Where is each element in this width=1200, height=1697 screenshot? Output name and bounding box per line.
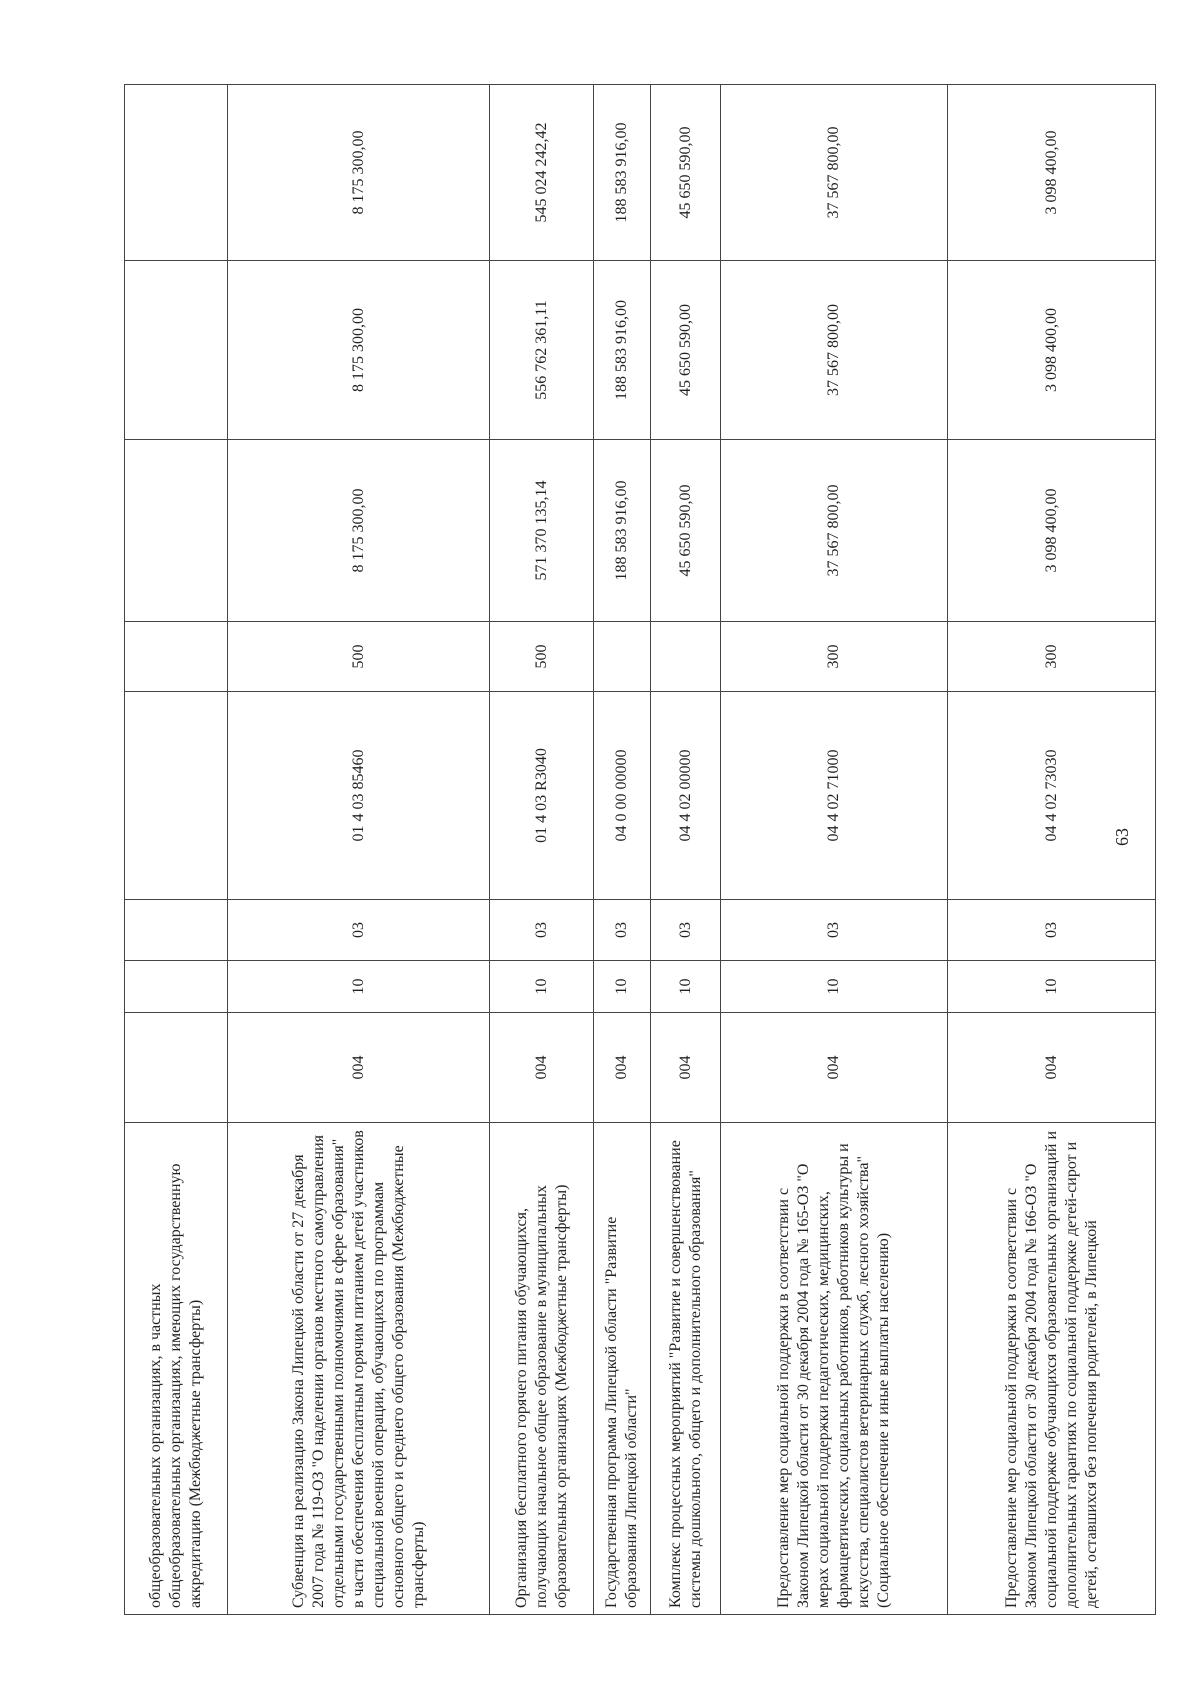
page-number: 63 <box>1112 828 1132 846</box>
row-description: Государственная программа Липецкой области "Развитие образования Липецкой области" <box>594 1123 651 1615</box>
expense-type <box>594 622 651 692</box>
amount-year3: 545 024 242,42 <box>490 85 594 261</box>
amount-year3: 188 583 916,00 <box>594 85 651 261</box>
table-row <box>125 85 228 1615</box>
row-description: Субвенция на реализацию Закона Липецкой области от 27 декабря 2007 года № 119-ОЗ "О наделении органов местного самоуправления отдельными государственными полномочиями в сфере образования" в части обеспечения бесплатным горячим питанием детей участников специальной военной операции, обучающихся по программам основного общего и среднего общего образования (Межбюджетные трансферты) <box>228 1123 490 1615</box>
subsection-code: 03 <box>651 900 721 961</box>
table-row <box>490 85 594 1615</box>
target-article <box>125 692 228 900</box>
table-row <box>228 85 490 1615</box>
target-article: 04 4 02 00000 <box>651 692 721 900</box>
section-code <box>125 961 228 1013</box>
amount-year2: 8 175 300,00 <box>228 261 490 440</box>
section-code: 10 <box>490 961 594 1013</box>
admin-code: 004 <box>948 1013 1156 1123</box>
admin-code: 004 <box>594 1013 651 1123</box>
table-row <box>721 85 948 1615</box>
section-code: 10 <box>948 961 1156 1013</box>
target-article: 01 4 03 R3040 <box>490 692 594 900</box>
subsection-code: 03 <box>490 900 594 961</box>
amount-year2: 45 650 590,00 <box>651 261 721 440</box>
section-code: 10 <box>594 961 651 1013</box>
section-code: 10 <box>228 961 490 1013</box>
amount-year3: 3 098 400,00 <box>948 85 1156 261</box>
admin-code <box>125 1013 228 1123</box>
expense-type: 500 <box>490 622 594 692</box>
expense-type: 300 <box>721 622 948 692</box>
budget-table <box>124 84 1156 1615</box>
target-article: 04 0 00 00000 <box>594 692 651 900</box>
section-code: 10 <box>651 961 721 1013</box>
table-row <box>594 85 651 1615</box>
expense-type <box>125 622 228 692</box>
amount-year1: 188 583 916,00 <box>594 440 651 622</box>
table-row <box>651 85 721 1615</box>
amount-year3 <box>125 85 228 261</box>
target-article: 01 4 03 85460 <box>228 692 490 900</box>
expense-type: 300 <box>948 622 1156 692</box>
subsection-code <box>125 900 228 961</box>
admin-code: 004 <box>721 1013 948 1123</box>
table-row <box>948 85 1156 1615</box>
subsection-code: 03 <box>228 900 490 961</box>
target-article: 04 4 02 73030 <box>948 692 1156 900</box>
subsection-code: 03 <box>721 900 948 961</box>
amount-year2: 37 567 800,00 <box>721 261 948 440</box>
admin-code: 004 <box>490 1013 594 1123</box>
amount-year3: 8 175 300,00 <box>228 85 490 261</box>
amount-year2 <box>125 261 228 440</box>
amount-year1: 37 567 800,00 <box>721 440 948 622</box>
expense-type <box>651 622 721 692</box>
admin-code: 004 <box>228 1013 490 1123</box>
amount-year1: 3 098 400,00 <box>948 440 1156 622</box>
amount-year2: 3 098 400,00 <box>948 261 1156 440</box>
amount-year3: 37 567 800,00 <box>721 85 948 261</box>
row-description: общеобразовательных организациях, в частных общеобразовательных организациях, имеющих государственную аккредитацию (Межбюджетные трансферты) <box>125 1123 228 1615</box>
expense-type: 500 <box>228 622 490 692</box>
amount-year3: 45 650 590,00 <box>651 85 721 261</box>
amount-year1: 571 370 135,14 <box>490 440 594 622</box>
amount-year1: 45 650 590,00 <box>651 440 721 622</box>
row-description: Предоставление мер социальной поддержки в соответствии с Законом Липецкой области от 30 декабря 2004 года № 165-ОЗ "О мерах социальной поддержки педагогических, медицинских, фармацевтических, социальных работников, работников культуры и искусства, специалистов ветеринарных служб, лесного хозяйства" (Социальное обеспечение и иные выплаты населению) <box>721 1123 948 1615</box>
subsection-code: 03 <box>948 900 1156 961</box>
row-description: Комплекс процессных мероприятий "Развитие и совершенствование системы дошкольного, общего и дополнительного образования" <box>651 1123 721 1615</box>
subsection-code: 03 <box>594 900 651 961</box>
amount-year1: 8 175 300,00 <box>228 440 490 622</box>
section-code: 10 <box>721 961 948 1013</box>
target-article: 04 4 02 71000 <box>721 692 948 900</box>
admin-code: 004 <box>651 1013 721 1123</box>
row-description: Организация бесплатного горячего питания обучающихся, получающих начальное общее образование в муниципальных образовательных организациях (Межбюджетные трансферты) <box>490 1123 594 1615</box>
amount-year1 <box>125 440 228 622</box>
row-description: Предоставление мер социальной поддержки в соответствии с Законом Липецкой области от 30 декабря 2004 года № 166-ОЗ "О социальной поддержке обучающихся образовательных организаций и дополнительных гарантиях по социальной поддержке детей-сирот и детей, оставшихся без попечения родителей, в Липецкой <box>948 1123 1156 1615</box>
amount-year2: 188 583 916,00 <box>594 261 651 440</box>
amount-year2: 556 762 361,11 <box>490 261 594 440</box>
